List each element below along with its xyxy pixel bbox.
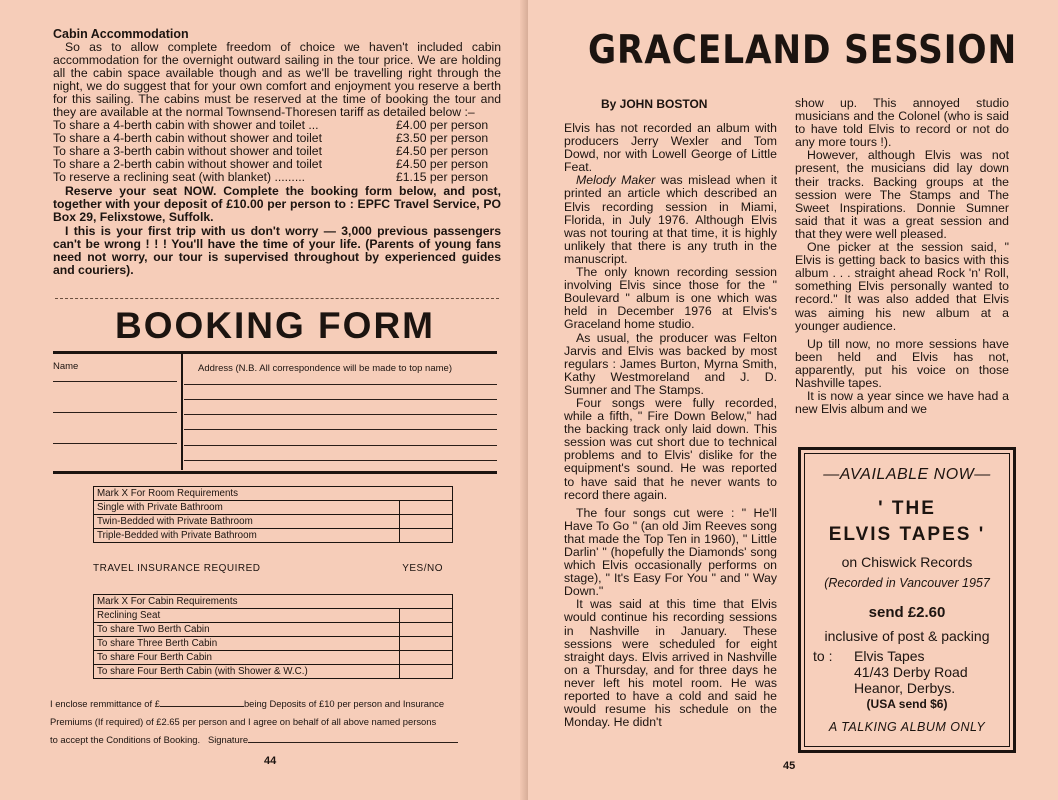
remittance-field[interactable] bbox=[160, 706, 244, 707]
cabin-checkbox[interactable] bbox=[400, 665, 453, 679]
enclose-line-3 bbox=[50, 734, 458, 745]
enclose-text: I enclose remmittance of £ bbox=[50, 698, 160, 709]
insurance-options[interactable]: YES/NO bbox=[402, 563, 443, 574]
article-column-1 bbox=[564, 122, 777, 729]
paragraph: As usual, the producer was Felton Jarvis and Elvis was backed by most regulars : James Burton, Myrna Smith, Kathy Westmoreland and J. D. Sumner and The Stamps. bbox=[564, 330, 777, 397]
publication-name: Melody Maker bbox=[576, 173, 656, 188]
tariff-price: £4.50 per person bbox=[396, 144, 489, 158]
cabin-option: To share Four Berth Cabin (with Shower & W.C.) bbox=[94, 665, 400, 679]
paragraph: Elvis has not recorded an album with producers Jerry Wexler and Tom Dowd, nor with Lowell George of Little Feat. bbox=[564, 121, 777, 175]
paragraph: The four songs cut were : " He'll Have To Go " (an old Jim Reeves song that made the Top Ten in 1960), " Little Darlin' " (hopefully the Diamonds' song which Elvis occasionally performs on stage), " It's Easy For You " and " Way Down." bbox=[564, 505, 777, 599]
paragraph-text: was mislead when it printed an article which described an Elvis recording session in Miami, Florida, in July 1976. Although Elvis was not touring at that time, it is highly unlikely that there is any truth in the manuscript. bbox=[564, 173, 777, 266]
paragraph: However, although Elvis was not present, the musicians did lay down their tracks. Backing groups at the session were The Stamps and The Sweet Inspirations. Donnie Sumner said that it was a great session and that they were well pleased. bbox=[795, 148, 1009, 241]
paragraph: It was said at this time that Elvis would continue his recording sessions in Nashville in January. These sessions were scheduled for eight straight days. Elvis arrived in Nashville on a Thursday, and for three days he never left his motel room. He was reported to have a cold and said he would resume his schedule on the Monday. He didn't bbox=[564, 597, 777, 730]
advert-label: on Chiswick Records bbox=[841, 554, 973, 570]
page-number: 45 bbox=[783, 760, 796, 772]
article-column-2 bbox=[795, 97, 1009, 416]
room-option: Single with Private Bathroom bbox=[94, 501, 400, 515]
address-label: Address (N.B. All correspondence will be made to top name) bbox=[198, 363, 452, 374]
address-field[interactable] bbox=[184, 414, 497, 415]
table-header: Mark X For Cabin Requirements bbox=[94, 595, 453, 609]
paragraph: show up. This annoyed studio musicians and the Colonel (who is said to have told Elvis to record or not do any more tours !). bbox=[795, 96, 1009, 150]
form-bottom-rule bbox=[53, 471, 497, 474]
advert-title-1: ' THE bbox=[878, 498, 936, 519]
name-field[interactable] bbox=[53, 412, 177, 413]
tariff-price: £4.00 per person bbox=[396, 118, 489, 132]
form-top-rule bbox=[53, 351, 497, 354]
table-row bbox=[94, 623, 453, 637]
enclose-text: being Deposits of £10 per person and Insurance bbox=[243, 698, 445, 709]
elvis-tapes-advert bbox=[798, 447, 1016, 753]
tariff-desc: To share a 2-berth cabin without shower and toilet bbox=[53, 157, 322, 171]
advert-recorded: (Recorded in Vancouver 1957 bbox=[824, 576, 990, 590]
insurance-row bbox=[93, 563, 443, 574]
room-checkbox[interactable] bbox=[400, 515, 453, 529]
cabin-requirements-table bbox=[93, 594, 453, 679]
name-label: Name bbox=[53, 361, 79, 372]
address-field[interactable] bbox=[184, 445, 497, 446]
paragraph: It is now a year since we have had a new Elvis album and we bbox=[795, 389, 1009, 417]
form-divider bbox=[181, 354, 183, 470]
table-header: Mark X For Room Requirements bbox=[94, 487, 453, 501]
address-field[interactable] bbox=[184, 384, 497, 385]
tariff-desc: To share a 3-berth cabin without shower and toilet bbox=[53, 144, 322, 158]
room-option: Triple-Bedded with Private Bathroom bbox=[94, 529, 400, 543]
first-trip-text: I this is your first trip with us don't worry — 3,000 previous passengers can't be wrong ! ! ! You'll have the time of your life. (Parents of young fans need not worry, our tour is supervised throughout by experienced guides and couriers). bbox=[53, 224, 501, 277]
enclose-line-1 bbox=[50, 698, 444, 709]
signature-field[interactable] bbox=[248, 742, 458, 743]
paragraph bbox=[564, 174, 777, 266]
advert-price: send £2.60 bbox=[868, 604, 946, 621]
paragraph: Up till now, no more sessions have been held and Elvis has not, apparently, put his voice on those Nashville tapes. bbox=[795, 336, 1009, 390]
article-title: GRACELAND SESSION bbox=[588, 28, 1018, 73]
name-field[interactable] bbox=[53, 443, 177, 444]
advert-address bbox=[854, 648, 968, 696]
advert-inclusive: inclusive of post & packing bbox=[824, 628, 990, 644]
table-row bbox=[94, 637, 453, 651]
table-row bbox=[94, 665, 453, 679]
advert-usa-price: (USA send $6) bbox=[866, 697, 948, 711]
enclose-line-2: Premiums (If required) of £2.65 per person and I agree on behalf of all above named persons bbox=[50, 716, 437, 727]
advert-talking: A TALKING ALBUM ONLY bbox=[828, 720, 986, 734]
cabin-option: To share Two Berth Cabin bbox=[94, 623, 400, 637]
address-field[interactable] bbox=[184, 429, 497, 430]
cabin-option: To share Four Berth Cabin bbox=[94, 651, 400, 665]
room-checkbox[interactable] bbox=[400, 529, 453, 543]
address-line: Heanor, Derbys. bbox=[854, 680, 956, 696]
tariff-desc: To share a 4-berth cabin with shower and toilet ... bbox=[53, 118, 319, 132]
address-line: 41/43 Derby Road bbox=[854, 664, 968, 680]
reserve-text: Reserve your seat NOW. Complete the booking form below, and post, together with your deposit of £10.00 per person to : EPFC Travel Service, PO Box 29, Felixstowe, Suffolk. bbox=[53, 184, 501, 224]
cut-line bbox=[55, 298, 499, 299]
cabin-checkbox[interactable] bbox=[400, 623, 453, 637]
cabin-paragraph: So as to allow complete freedom of choice we haven't included cabin accommodation for the overnight outward sailing in the tour price. We are holding all the cabin space available though and as we'll be travelling right through the night, we do suggest that for your own comfort and enjoyment you reserve a berth for this sailing. The cabins must be reserved at the time of booking the tour and they are available at the normal Townsend-Thoresen tariff as detailed below :– bbox=[53, 40, 501, 119]
table-row bbox=[94, 501, 453, 515]
advert-to: to : bbox=[813, 648, 833, 664]
address-line: Elvis Tapes bbox=[854, 648, 925, 664]
signature-label: Signature bbox=[207, 734, 249, 745]
room-checkbox[interactable] bbox=[400, 501, 453, 515]
room-requirements-table bbox=[93, 486, 453, 543]
address-field[interactable] bbox=[184, 460, 497, 461]
name-field[interactable] bbox=[53, 381, 177, 382]
advert-available: —AVAILABLE NOW— bbox=[823, 466, 991, 483]
tariff-list bbox=[53, 119, 501, 184]
cabin-heading: Cabin Accommodation bbox=[53, 27, 189, 41]
cabin-accommodation-section bbox=[53, 28, 501, 277]
tariff-desc: To reserve a reclining seat (with blanket) ......... bbox=[53, 170, 305, 184]
tariff-row bbox=[53, 171, 501, 184]
tariff-price: £1.15 per person bbox=[396, 170, 489, 184]
paragraph: Four songs were fully recorded, while a fifth, " Fire Down Below," had the backing track only laid down. This session was cut short due to technical problems and to Elvis' dislike for the equipment's sound. He was reported to have said that he never wants to record there again. bbox=[564, 395, 777, 502]
tariff-desc: To share a 4-berth cabin without shower and toilet bbox=[53, 131, 322, 145]
paragraph: The only known recording session involving Elvis since those for the " Boulevard " album is one which was held in December 1976 at Elvis's Graceland home studio. bbox=[564, 265, 777, 332]
cabin-checkbox[interactable] bbox=[400, 651, 453, 665]
table-row bbox=[94, 651, 453, 665]
table-row bbox=[94, 609, 453, 623]
table-row bbox=[94, 487, 453, 501]
address-field[interactable] bbox=[184, 399, 497, 400]
tariff-price: £3.50 per person bbox=[396, 131, 489, 145]
page-44 bbox=[0, 0, 526, 800]
insurance-label: TRAVEL INSURANCE REQUIRED bbox=[93, 563, 261, 574]
byline: By JOHN BOSTON bbox=[601, 97, 708, 111]
conditions-text: to accept the Conditions of Booking. bbox=[50, 734, 201, 745]
advert-title-2: ELVIS TAPES ' bbox=[828, 524, 986, 545]
booking-form-title: BOOKING FORM bbox=[115, 305, 435, 346]
tariff-price: £4.50 per person bbox=[396, 157, 489, 171]
table-row bbox=[94, 515, 453, 529]
table-row bbox=[94, 529, 453, 543]
cabin-option: To share Three Berth Cabin bbox=[94, 637, 400, 651]
room-option: Twin-Bedded with Private Bathroom bbox=[94, 515, 400, 529]
page-number: 44 bbox=[264, 755, 277, 767]
paragraph: One picker at the session said, " Elvis is getting back to basics with this album . . . straight ahead Rock 'n' Roll, something Elvis personally wanted to record." It was also added that Elvis was aiming his new album at a younger audience. bbox=[795, 240, 1009, 333]
cabin-checkbox[interactable] bbox=[400, 609, 453, 623]
cabin-checkbox[interactable] bbox=[400, 637, 453, 651]
cabin-option: Reclining Seat bbox=[94, 609, 400, 623]
table-row bbox=[94, 595, 453, 609]
